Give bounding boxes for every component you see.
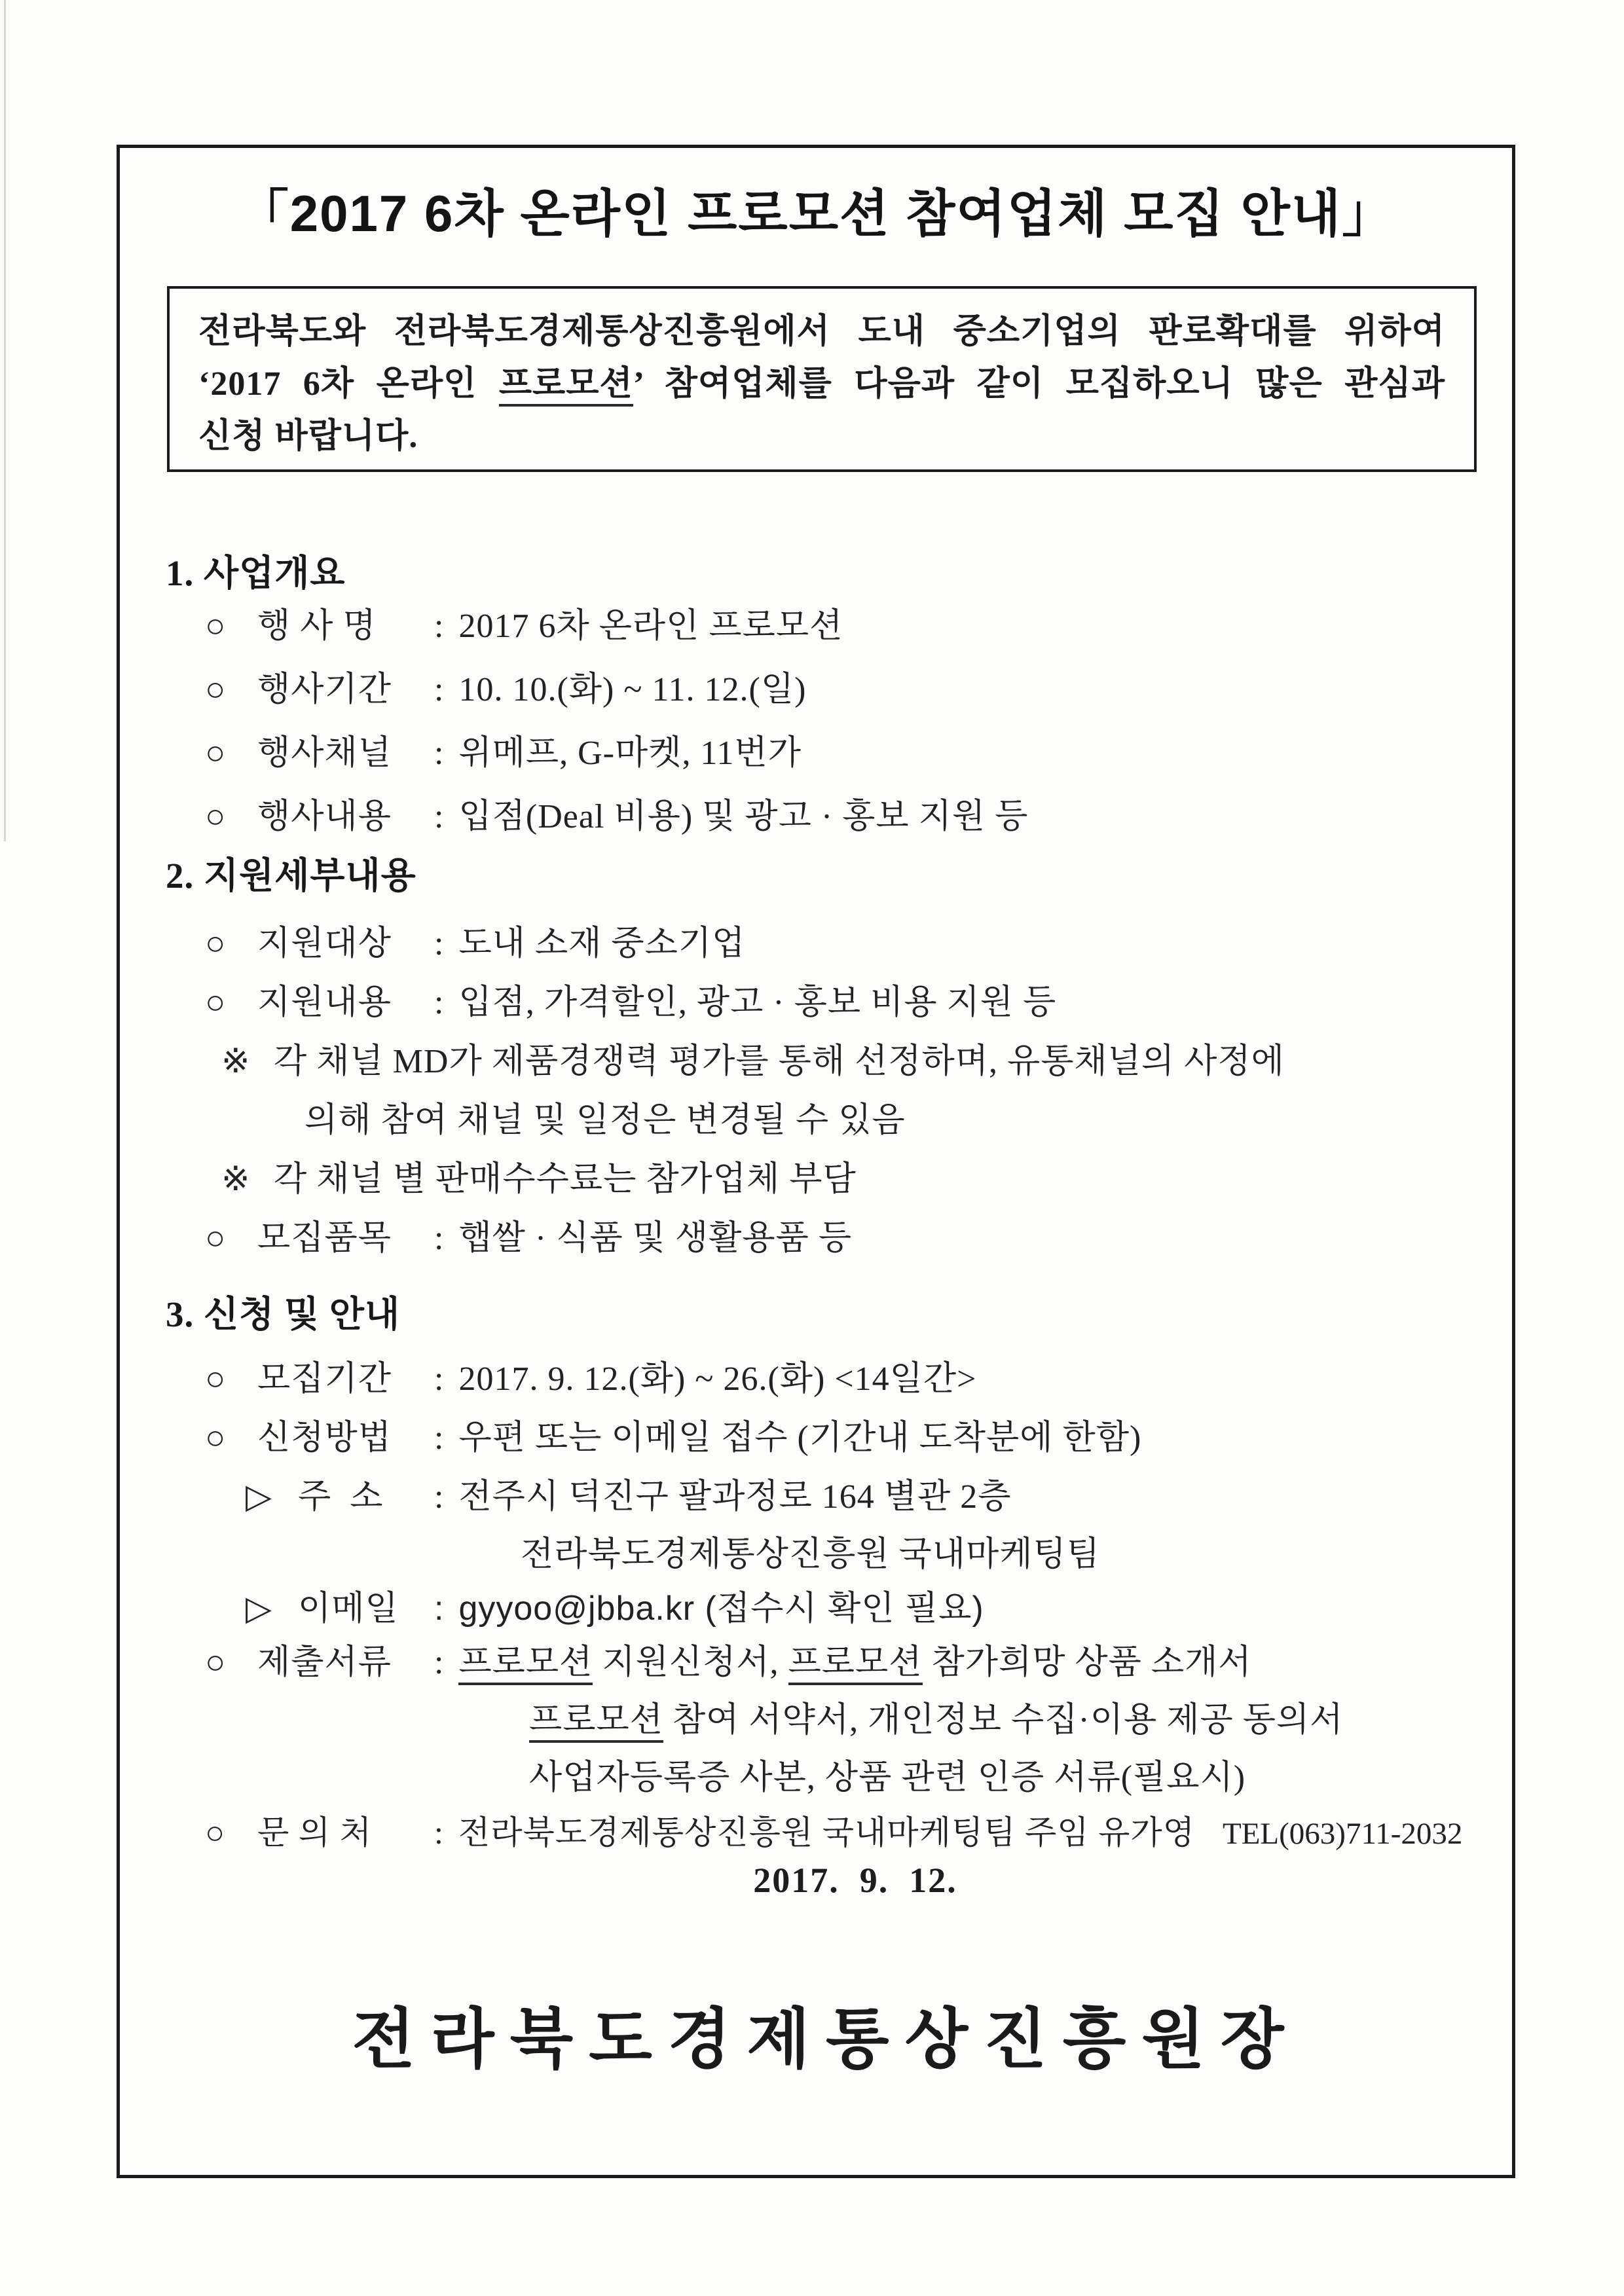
section-3-heading: 3. 신청 및 안내 bbox=[166, 1294, 401, 1334]
event-period-row bbox=[205, 673, 1505, 707]
circle-bullet-icon: ○ bbox=[205, 798, 227, 835]
event-content-value: 입점(Deal 비용) 및 광고 · 홍보 지원 등 bbox=[458, 798, 1029, 835]
promotion-underlined: 프로모션 bbox=[499, 365, 633, 407]
event-channel-row bbox=[205, 737, 1505, 771]
circle-bullet-icon: ○ bbox=[205, 925, 227, 962]
intro-line-3: 신청 바랍니다. bbox=[198, 418, 418, 455]
promotion-underlined: 프로모션 bbox=[529, 1702, 663, 1743]
intro-box bbox=[167, 286, 1477, 472]
recruit-items-value: 햅쌀 · 식품 및 생활용품 등 bbox=[458, 1220, 853, 1257]
circle-bullet-icon: ○ bbox=[205, 608, 227, 645]
event-name-value: 2017 6차 온라인 프로모션 bbox=[458, 608, 843, 645]
colon: : bbox=[434, 1590, 445, 1628]
event-period-label: 행사기간 bbox=[257, 671, 392, 708]
circle-bullet-icon: ○ bbox=[205, 1220, 227, 1257]
promotion-underlined: 프로모션 bbox=[458, 1644, 593, 1685]
event-channel-value: 위메프, G-마켓, 11번가 bbox=[458, 735, 802, 772]
circle-bullet-icon: ○ bbox=[205, 1419, 227, 1457]
colon: : bbox=[434, 1419, 445, 1457]
documents-cont-text-2: 사업자등록증 사본, 상품 관련 인증 서류(필요시) bbox=[529, 1759, 1246, 1796]
colon: : bbox=[434, 1814, 444, 1851]
recruit-items-row bbox=[205, 1222, 1505, 1256]
apply-method-value: 우편 또는 이메일 접수 (기간내 도착분에 한함) bbox=[458, 1419, 1142, 1457]
colon: : bbox=[434, 608, 445, 645]
circle-bullet-icon: ○ bbox=[205, 671, 227, 708]
email-label: 이메일 bbox=[298, 1590, 399, 1628]
colon: : bbox=[434, 925, 445, 962]
documents-label: 제출서류 bbox=[257, 1644, 392, 1681]
event-content-row bbox=[205, 800, 1505, 834]
colon: : bbox=[434, 671, 445, 708]
documents-text-1: 지원신청서, bbox=[593, 1644, 788, 1681]
recruit-items-label: 모집품목 bbox=[257, 1220, 392, 1257]
colon: : bbox=[434, 1644, 445, 1681]
contact-tel: TEL(063)711-2032 bbox=[1223, 1817, 1463, 1851]
intro-line-1: 전라북도와 전라북도경제통상진흥원에서 도내 중소기업의 판로확대를 위하여 bbox=[198, 313, 1445, 350]
triangle-bullet-icon: ▷ bbox=[246, 1478, 272, 1516]
scan-edge-artifact bbox=[4, 0, 6, 841]
circle-bullet-icon: ○ bbox=[205, 1814, 226, 1851]
colon: : bbox=[434, 1360, 445, 1398]
intro-line-2-pre: ‘2017 6차 온라인 bbox=[198, 365, 499, 403]
circle-bullet-icon: ○ bbox=[205, 1360, 227, 1398]
reference-mark-icon: ※ bbox=[221, 1161, 251, 1198]
intro-line-2-post: ’ 참여업체를 다음과 같이 모집하오니 많은 관심과 bbox=[633, 365, 1445, 403]
event-period-value: 10. 10.(화) ~ 11. 12.(일) bbox=[458, 671, 807, 708]
note-selection-row bbox=[221, 1045, 1505, 1079]
address-row bbox=[246, 1480, 1505, 1514]
support-target-row bbox=[205, 927, 1505, 961]
support-target-label: 지원대상 bbox=[257, 925, 392, 962]
circle-bullet-icon: ○ bbox=[205, 984, 227, 1021]
colon: : bbox=[434, 735, 445, 772]
note-selection-cont-row bbox=[120, 1104, 1505, 1138]
doc-border bbox=[117, 145, 1515, 2178]
doc-title: 「2017 6차 온라인 프로모션 참여업체 모집 안내」 bbox=[237, 185, 1395, 242]
address-value-cont: 전라북도경제통상진흥원 국내마케팅팀 bbox=[521, 1536, 1100, 1573]
support-target-value: 도내 소재 중소기업 bbox=[458, 925, 746, 962]
colon: : bbox=[434, 984, 445, 1021]
section-1-heading: 1. 사업개요 bbox=[166, 553, 346, 593]
documents-cont-row-2 bbox=[120, 1761, 1505, 1795]
colon: : bbox=[434, 1478, 445, 1516]
signature: 전라북도경제통상진흥원장 bbox=[352, 2003, 1300, 2076]
event-name-label: 행 사 명 bbox=[257, 608, 377, 645]
circle-bullet-icon: ○ bbox=[205, 1644, 227, 1681]
documents-row bbox=[205, 1646, 1505, 1680]
event-channel-label: 행사채널 bbox=[257, 735, 392, 772]
recruit-period-row bbox=[205, 1362, 1505, 1396]
documents-text-2: 참가희망 상품 소개서 bbox=[922, 1644, 1252, 1681]
note-selection-text-1: 각 채널 MD가 제품경쟁력 평가를 통해 선정하며, 유통채널의 사정에 bbox=[274, 1043, 1285, 1080]
contact-value: 전라북도경제통상진흥원 국내마케팅팀 주임 유가영 bbox=[458, 1814, 1196, 1851]
reference-mark-icon: ※ bbox=[221, 1043, 251, 1080]
event-name-row bbox=[205, 610, 1505, 644]
documents-cont-row-1 bbox=[120, 1704, 1505, 1738]
address-value: 전주시 덕진구 팔과정로 164 별관 2층 bbox=[458, 1478, 1012, 1516]
email-row bbox=[246, 1592, 1505, 1626]
recruit-period-label: 모집기간 bbox=[257, 1360, 392, 1398]
note-selection-text-2: 의해 참여 채널 및 일정은 변경될 수 있음 bbox=[304, 1102, 906, 1139]
section-2-heading: 2. 지원세부내용 bbox=[166, 856, 416, 896]
contact-row bbox=[205, 1816, 1505, 1850]
email-value: gyyoo@jbba.kr (접수시 확인 필요) bbox=[458, 1590, 984, 1628]
support-content-value: 입점, 가격할인, 광고 · 홍보 비용 지원 등 bbox=[458, 984, 1057, 1021]
support-content-row bbox=[205, 986, 1505, 1020]
promotion-underlined: 프로모션 bbox=[788, 1644, 923, 1685]
date-line: 2017. 9. 12. bbox=[753, 1861, 957, 1900]
colon: : bbox=[434, 798, 445, 835]
address-cont-row bbox=[120, 1538, 1505, 1572]
event-content-label: 행사내용 bbox=[257, 798, 392, 835]
colon: : bbox=[434, 1220, 445, 1257]
documents-cont-text-1: 참여 서약서, 개인정보 수집·이용 제공 동의서 bbox=[663, 1702, 1344, 1739]
address-label: 주 소 bbox=[298, 1478, 384, 1516]
apply-method-label: 신청방법 bbox=[257, 1419, 392, 1457]
recruit-period-value: 2017. 9. 12.(화) ~ 26.(화) <14일간> bbox=[458, 1360, 977, 1398]
intro-line-2 bbox=[198, 358, 1445, 410]
triangle-bullet-icon: ▷ bbox=[246, 1590, 272, 1628]
support-content-label: 지원내용 bbox=[257, 984, 392, 1021]
note-commission-text: 각 채널 별 판매수수료는 참가업체 부담 bbox=[274, 1161, 857, 1198]
circle-bullet-icon: ○ bbox=[205, 735, 227, 772]
apply-method-row bbox=[205, 1421, 1505, 1455]
contact-label: 문 의 처 bbox=[257, 1814, 372, 1851]
note-commission-row bbox=[221, 1163, 1505, 1197]
